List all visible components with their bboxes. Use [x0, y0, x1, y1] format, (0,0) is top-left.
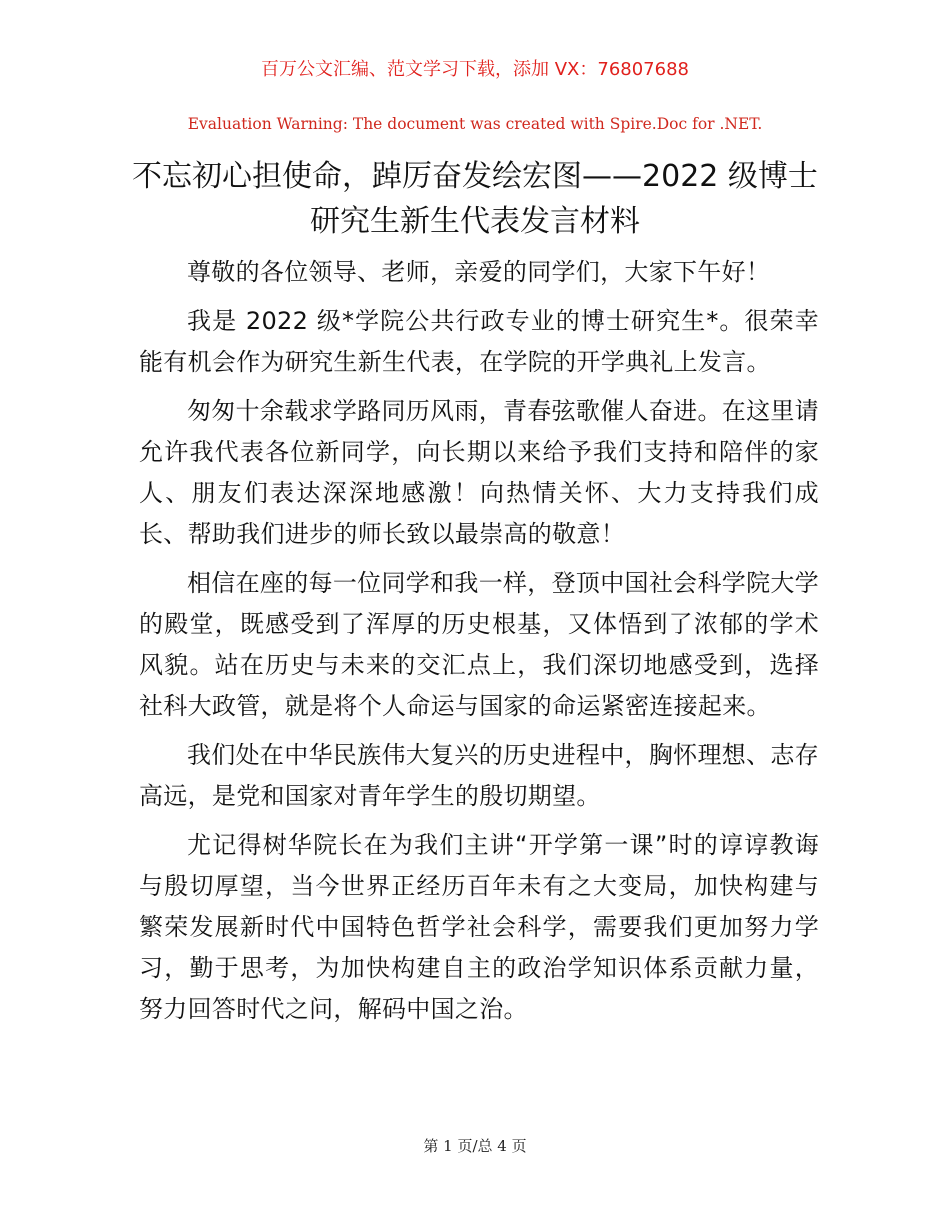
paragraph-greeting: 尊敬的各位领导、老师，亲爱的同学们，大家下午好！ — [187, 258, 771, 286]
evaluation-warning: Evaluation Warning: The document was created with Spire.Doc for .NET. — [187, 115, 763, 133]
page-number: 第 1 页/总 4 页 — [423, 1137, 527, 1155]
paragraph-first-lesson: 尤记得树华院长在为我们主讲“开学第一课”时的谆谆教诲与殷切厚望，当今世界正经历百年未有之大变局，加快构建与繁荣发展新时代中国特色哲学社会科学，需要我们更加努力学习，勤于思考，为加快构建自主的政治学知识体系贡献力量，努力回答时代之问，解码中国之治。 — [139, 831, 819, 1023]
promo-banner: 百万公文汇编、范文学习下载，添加 VX：76807688 — [261, 59, 689, 80]
paragraph-expectation: 我们处在中华民族伟大复兴的历史进程中，胸怀理想、志存高远，是党和国家对青年学生的殷切期望。 — [139, 741, 819, 810]
paragraph-introduction: 我是 2022 级*学院公共行政专业的博士研究生*。很荣幸能有机会作为研究生新生代表，在学院的开学典礼上发言。 — [139, 307, 819, 376]
paragraph-university: 相信在座的每一位同学和我一样，登顶中国社会科学院大学的殿堂，既感受到了浑厚的历史根基，又体悟到了浓郁的学术风貌。站在历史与未来的交汇点上，我们深切地感受到，选择社科大政管，就是将个人命运与国家的命运紧密连接起来。 — [139, 569, 819, 720]
document-title: 不忘初心担使命，踔厉奋发绘宏图——2022 级博士研究生新生代表发言材料 — [132, 159, 818, 239]
document-body — [139, 252, 819, 1038]
paragraph-gratitude: 匆匆十余载求学路同历风雨，青春弦歌催人奋进。在这里请允许我代表各位新同学，向长期以来给予我们支持和陪伴的家人、朋友们表达深深地感激！向热情关怀、大力支持我们成长、帮助我们进步的师长致以最崇高的敬意！ — [139, 397, 819, 548]
